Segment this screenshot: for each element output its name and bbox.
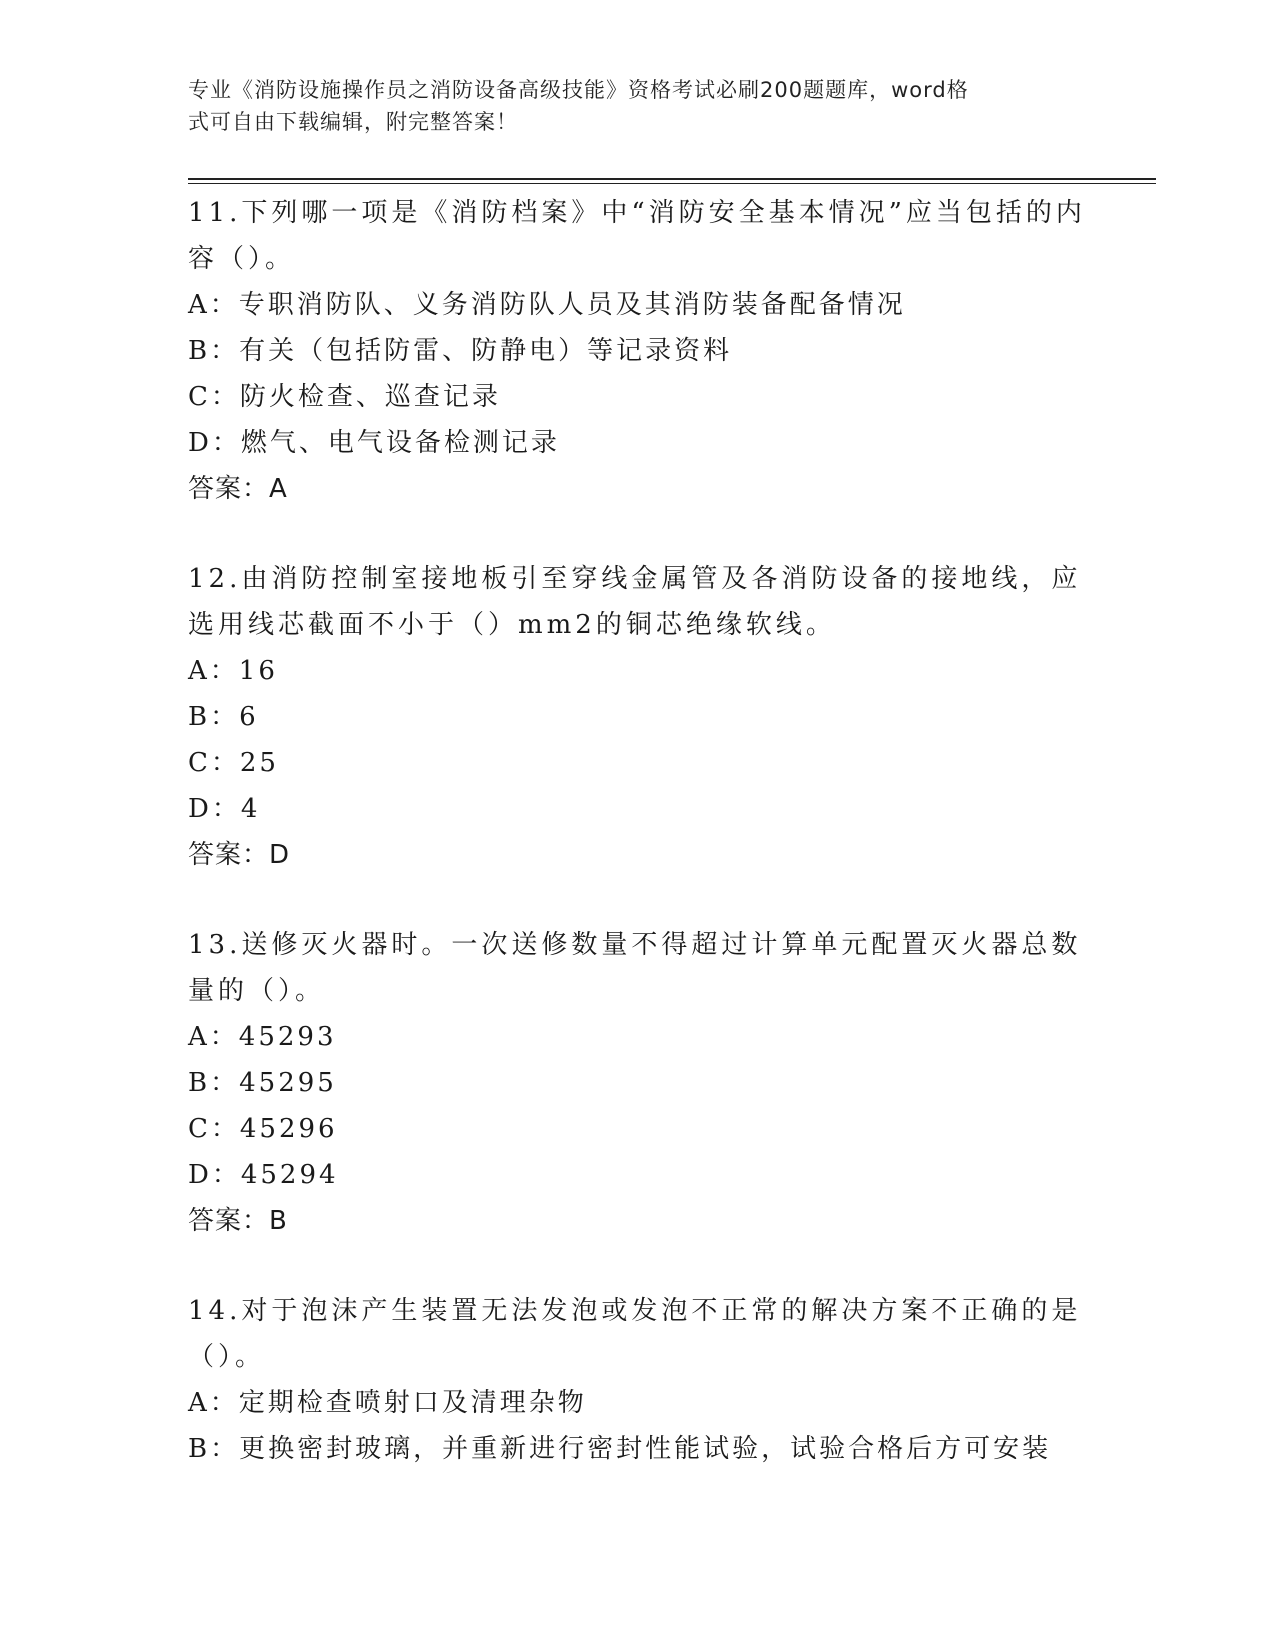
option-d: D：4	[188, 794, 261, 824]
question-14	[188, 1288, 1088, 1472]
option-b: B：6	[188, 702, 259, 732]
question-11	[188, 190, 1088, 512]
header-line-2: 式可自由下载编辑，附完整答案！	[188, 110, 518, 134]
answer-label: 答案：D	[188, 840, 291, 870]
option-c: C：25	[188, 748, 279, 778]
header-line-1: 专业《消防设施操作员之消防设备高级技能》资格考试必刷200题题库，word格	[188, 78, 969, 102]
question-stem: 12.由消防控制室接地板引至穿线金属管及各消防设备的接地线，应选用线芯截面不小于（）mm2的铜芯绝缘软线。	[188, 564, 1082, 640]
question-stem: 14.对于泡沫产生装置无法发泡或发泡不正常的解决方案不正确的是（）。	[188, 1296, 1082, 1372]
question-13	[188, 922, 1088, 1244]
option-c: C：45296	[188, 1114, 338, 1144]
option-d: D：45294	[188, 1160, 339, 1190]
header-divider-thin	[188, 183, 1156, 184]
option-a: A：16	[188, 656, 278, 686]
question-list	[188, 190, 1088, 1516]
option-d: D：燃气、电气设备检测记录	[188, 428, 560, 458]
option-a: A：45293	[188, 1022, 337, 1052]
answer-label: 答案：B	[188, 1206, 288, 1236]
option-b: B：更换密封玻璃，并重新进行密封性能试验，试验合格后方可安装	[188, 1434, 1052, 1464]
document-header	[188, 74, 1068, 138]
header-divider-thick	[188, 178, 1156, 180]
option-c: C：防火检查、巡查记录	[188, 382, 501, 412]
question-12	[188, 556, 1088, 878]
question-stem: 11.下列哪一项是《消防档案》中“消防安全基本情况”应当包括的内容（）。	[188, 198, 1086, 274]
option-b: B：45295	[188, 1068, 337, 1098]
option-b: B：有关（包括防雷、防静电）等记录资料	[188, 336, 733, 366]
option-a: A：定期检查喷射口及清理杂物	[188, 1388, 587, 1418]
question-stem: 13.送修灭火器时。一次送修数量不得超过计算单元配置灭火器总数量的（）。	[188, 930, 1082, 1006]
answer-label: 答案：A	[188, 474, 288, 504]
option-a: A：专职消防队、义务消防队人员及其消防装备配备情况	[188, 290, 906, 320]
